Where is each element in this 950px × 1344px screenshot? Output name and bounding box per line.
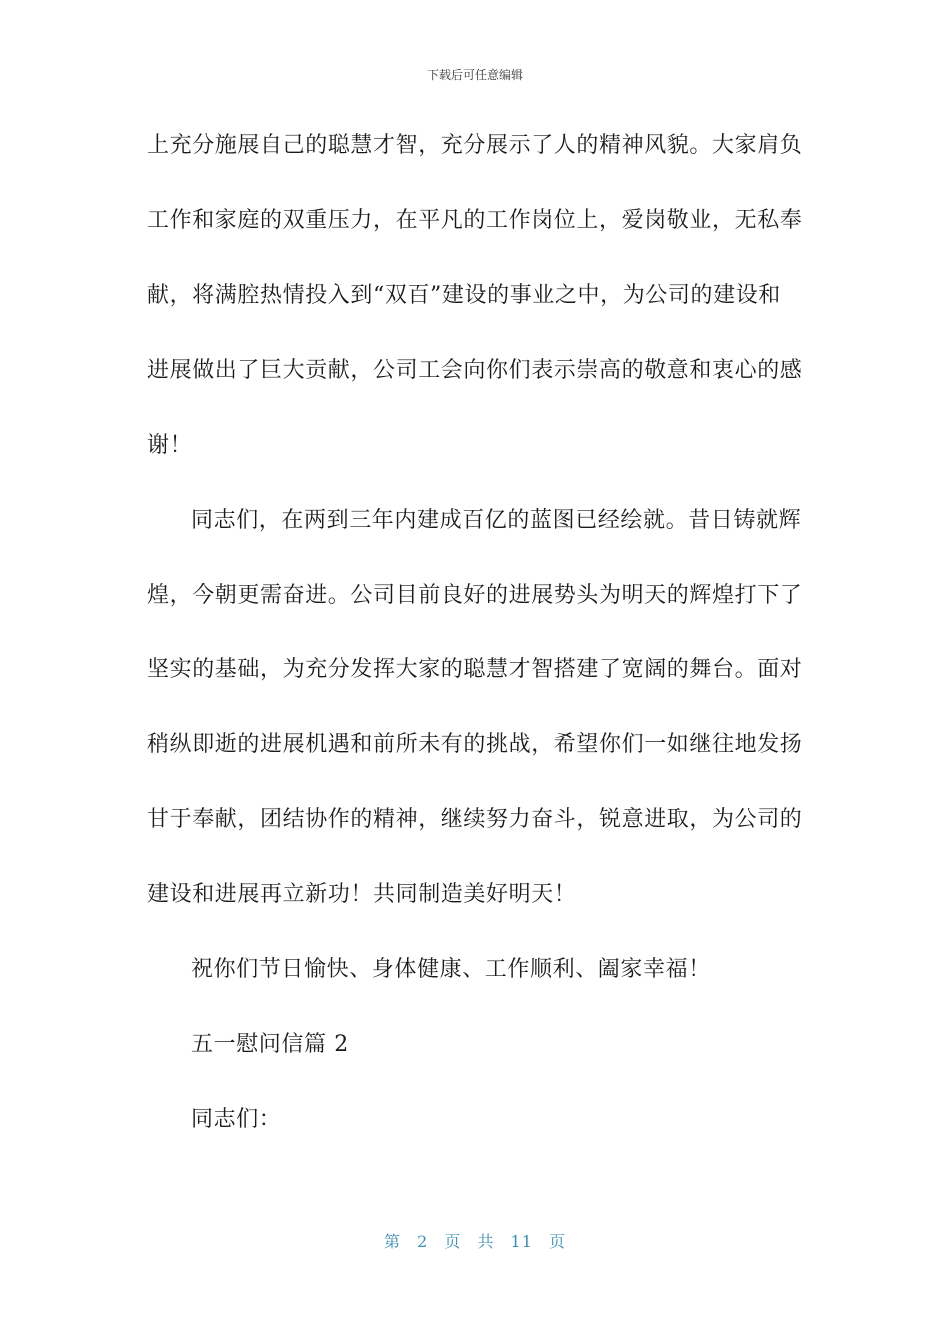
text-line: 上充分施展自己的聪慧才智，充分展示了人的精神风貌。大家肩负	[147, 133, 803, 158]
footer-prefix: 第	[383, 1232, 401, 1251]
salutation: 同志们：	[191, 1107, 282, 1132]
text-line: 甘于奉献，团结协作的精神，继续努力奋斗，锐意进取，为公司的	[147, 807, 803, 832]
footer-suffix: 页	[549, 1232, 567, 1251]
text-line: 煌，今朝更需奋进。公司目前良好的进展势头为明天的辉煌打下了	[147, 583, 803, 608]
page-total: 11	[510, 1232, 533, 1251]
section-heading: 五一慰问信篇 2	[191, 1032, 349, 1057]
text-line: 稍纵即逝的进展机遇和前所未有的挑战，希望你们一如继往地发扬	[147, 732, 803, 757]
footer-middle: 页 共	[444, 1232, 495, 1251]
page-footer	[0, 1229, 950, 1252]
text-line: 谢！	[147, 433, 193, 458]
text-line: 坚实的基础，为充分发挥大家的聪慧才智搭建了宽阔的舞台。面对	[147, 657, 803, 682]
text-line: 工作和家庭的双重压力，在平凡的工作岗位上，爱岗敬业，无私奉	[147, 208, 803, 233]
text-line: 同志们，在两到三年内建成百亿的蓝图已经绘就。昔日铸就辉	[191, 508, 802, 533]
page-header: 下载后可任意编辑	[426, 68, 523, 82]
text-line: 献，将满腔热情投入到“双百”建设的事业之中，为公司的建设和	[147, 283, 781, 308]
text-line: 祝你们节日愉快、身体健康、工作顺利、阖家幸福！	[191, 957, 711, 982]
page-number: 2	[417, 1232, 429, 1251]
text-line: 建设和进展再立新功！共同制造美好明天！	[147, 882, 577, 907]
text-line: 进展做出了巨大贡献，公司工会向你们表示崇高的敬意和衷心的感	[147, 358, 803, 383]
